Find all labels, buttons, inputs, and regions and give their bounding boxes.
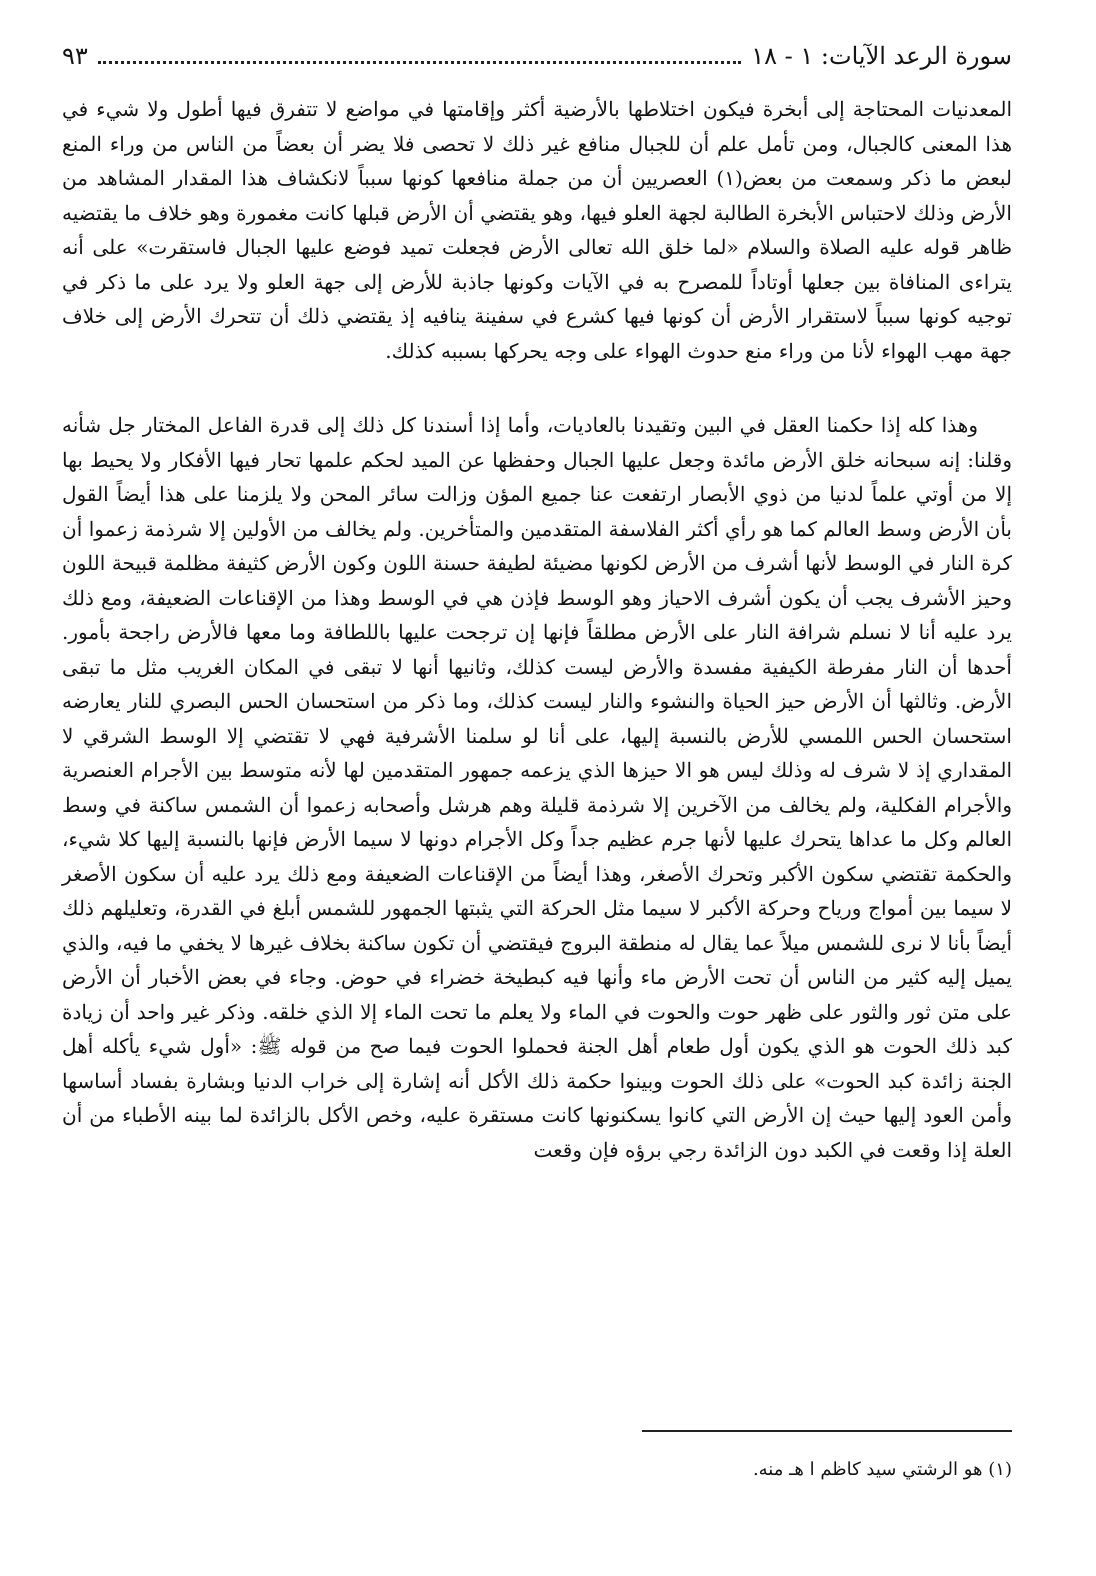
- surah-title: سورة الرعد الآيات: ١ - ١٨: [751, 42, 1012, 70]
- running-header: [62, 36, 1012, 76]
- footnote: [753, 1456, 1012, 1484]
- header-dot-leader: [98, 39, 741, 64]
- book-page: [62, 36, 1012, 1536]
- footnote-divider: [642, 1430, 1012, 1432]
- footnote-text: هو الرشتي سيد كاظم ا هـ منه.: [752, 1459, 983, 1480]
- body-paragraph-1: المعدنيات المحتاجة إلى أبخرة فيكون اختلاطها بالأرضية أكثر وإقامتها في مواضع لا تتفرق فيها أطول ولا شيء في هذا المعنى كالجبال، ومن تأمل علم أن للجبال منافع غير ذلك لا تحصى فلا يضر أن بعضاً من الناس من وراء المنع لبعض ما ذكر وسمعت من بعض(١) العصريين أن من جملة منافعها كونها سبباً لانكشاف هذا المقدار المشاهد من الأرض وذلك لاحتباس الأبخرة الطالبة لجهة العلو فيها، وهو يقتضي أن الأرض قبلها كانت مغمورة وهو خلاف ما يقتضيه ظاهر قوله عليه الصلاة والسلام «لما خلق الله تعالى الأرض فجعلت تميد فوضع عليها الجبال فاستقرت» على أنه يتراءى المنافاة بين جعلها أوتاداً للمصرح به في الآيات وكونها جاذبة للأرض إلى جهة العلو ولا يرد على ما ذكر في توجيه كونها سبباً لاستقرار الأرض أن كونها فيها كشرع في سفينة ينافيه إذ يقتضي ذلك أن تتحرك الأرض إلى خلاف جهة مهب الهواء لأنا من وراء منع حدوث الهواء على وجه يحركها بسببه كذلك.: [62, 97, 1013, 363]
- page-number: ٩٣: [62, 42, 88, 70]
- body-paragraph-2: وهذا كله إذا حكمنا العقل في البين وتقيدنا بالعاديات، وأما إذا أسندنا كل ذلك إلى قدرة الفاعل المختار جل شأنه وقلنا: إنه سبحانه خلق الأرض مائدة وجعل عليها الجبال وحفظها عن الميد لحكم علمها تحار فيها الأفكار ولا يحيط بها إلا من أوتي علماً لدنيا من ذوي الأبصار ارتفعت عنا جميع المؤن وزالت سائر المحن ولا يلزمنا على هذا أيضاً القول بأن الأرض وسط العالم كما هو رأي أكثر الفلاسفة المتقدمين والمتأخرين. ولم يخالف من الأولين إلا شرذمة زعموا أن كرة النار في الوسط لأنها أشرف من الأرض لكونها مضيئة لطيفة حسنة اللون وكون الأرض كثيفة مظلمة قبيحة اللون وحيز الأشرف يجب أن يكون أشرف الاحياز وهو الوسط فإذن هي في الوسط وهذا من الإقناعات الضعيفة، ومع ذلك يرد عليه أنا لا نسلم شرافة النار على الأرض مطلقاً فإنها إن ترجحت عليها باللطافة وما معها فالأرض راجحة بأمور. أحدها أن النار مفرطة الكيفية مفسدة والأرض ليست كذلك، وثانيها أنها لا تبقى في المكان الغريب مثل ما تبقى الأرض. وثالثها أن الأرض حيز الحياة والنشوء والنار ليست كذلك، وما ذكر من استحسان الحس البصري للنار يعارضه استحسان الحس اللمسي للأرض بالنسبة إليها، على أنا لو سلمنا الأشرفية فهي لا تقتضي إلا الوسط الشرقي لا المقداري إذ لا شرف له وذلك ليس هو الا حيزها الذي يزعمه جمهور المتقدمين لها لأنه متوسط بين الأجرام العنصرية والأجرام الفكلية، ولم يخالف من الآخرين إلا شرذمة قليلة وهم هرشل وأصحابه زعموا أن الشمس ساكنة في وسط العالم وكل ما عداها يتحرك عليها لأنها جرم عظيم جداً وكل الأجرام دونها لا سيما الأرض فإنها بالنسبة إليها كلا شيء، والحكمة تقتضي سكون الأكبر وتحرك الأصغر، وهذا أيضاً من الإقناعات الضعيفة ومع ذلك يرد عليه أن سكون الأصغر لا سيما بين أمواج ورياح وحركة الأكبر لا سيما مثل الحركة التي يثبتها الجمهور للشمس أبلغ في القدرة، وتعليلهم ذلك أيضاً بأنا لا نرى للشمس ميلاً عما يقال له منطقة البروج فيقتضي أن تكون ساكنة بخلاف غيرها لا يخفي ما فيه، والذي يميل إليه كثير من الناس أن تحت الأرض ماء وأنها فيه كبطيخة خضراء في حوض. وجاء في بعض الأخبار أن الأرض على متن ثور والثور على ظهر حوت والحوت في الماء ولا يعلم ما تحت الماء إلا الذي خلقه. وذكر غير واحد أن زيادة كبد ذلك الحوت هو الذي يكون أول طعام أهل الجنة فحملوا الحوت فيما صح من قوله ﷺ: «أول شيء يأكله أهل الجنة زائدة كبد الحوت» على ذلك الحوت وبينوا حكمة ذلك الأكل أنه إشارة إلى خراب الدنيا وبشارة بفساد أساسها وأمن العود إليها حيث إن الأرض التي كانوا يسكنونها كانت مستقرة عليه، وخص الأكل بالزائدة لما بينه الأطباء من أن العلة إذا وقعت في الكبد دون الزائدة رجي برؤه فإن وقعت: [62, 413, 1013, 1162]
- footnote-marker: (١): [988, 1459, 1012, 1480]
